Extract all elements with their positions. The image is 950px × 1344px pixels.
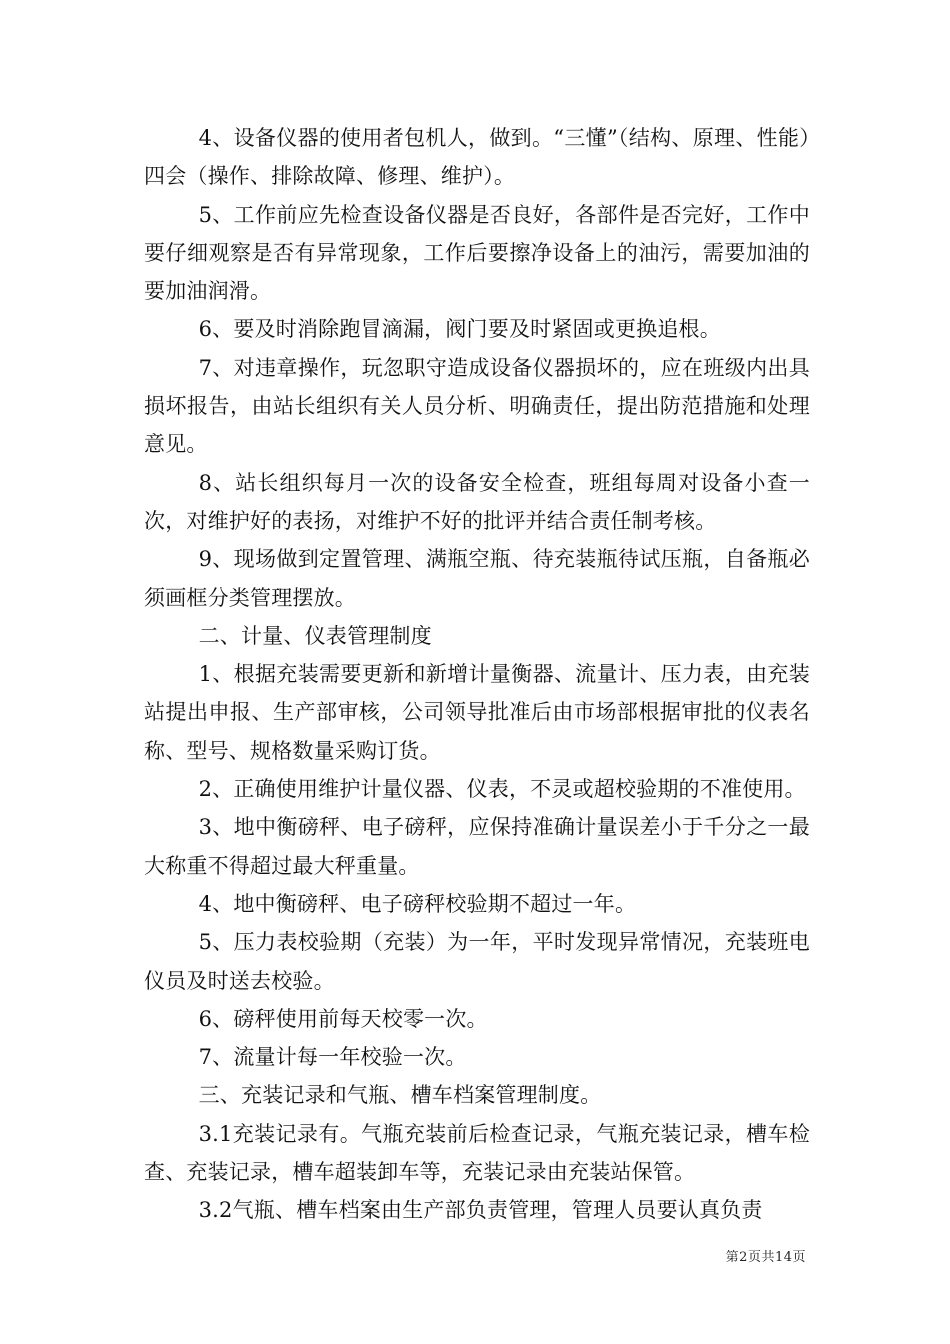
paragraph-equipment-9: 9、现场做到定置管理、满瓶空瓶、待充装瓶待试压瓶，自备瓶必须画框分类管理摆放。 xyxy=(144,547,810,610)
paragraph-metering-6: 6、磅秤使用前每天校零一次。 xyxy=(198,1006,488,1031)
paragraph-records-3-2: 3.2气瓶、槽车档案由生产部负责管理，管理人员要认真负责 xyxy=(198,1198,763,1223)
paragraph-metering-3: 3、地中衡磅秤、电子磅秤，应保持准确计量误差小于千分之一最大称重不得超过最大秤重量。 xyxy=(144,815,810,878)
paragraph-metering-2: 2、正确使用维护计量仪器、仪表，不灵或超校验期的不准使用。 xyxy=(198,777,806,802)
paragraph-metering-5: 5、压力表校验期（充装）为一年，平时发现异常情况，充装班电仪员及时送去校验。 xyxy=(144,930,810,993)
section-heading-records: 三、充装记录和气瓶、槽车档案管理制度。 xyxy=(198,1083,602,1108)
paragraph-records-3-1: 3.1充装记录有。气瓶充装前后检查记录，气瓶充装记录，槽车检查、充装记录，槽车超装卸车等，充装记录由充装站保管。 xyxy=(144,1121,810,1185)
paragraph-metering-4: 4、地中衡磅秤、电子磅秤校验期不超过一年。 xyxy=(198,891,637,916)
paragraph-equipment-8: 8、站长组织每月一次的设备安全检查，班组每周对设备小查一次，对维护好的表扬，对维护不好的批评并结合责任制考核。 xyxy=(144,470,810,533)
document-body xyxy=(144,119,810,1230)
paragraph-equipment-6: 6、要及时消除跑冒滴漏，阀门要及时紧固或更换追根。 xyxy=(198,317,721,342)
page-number-footer: 第2页共14页 xyxy=(725,1250,806,1265)
paragraph-metering-1: 1、根据充装需要更新和新增计量衡器、流量计、压力表，由充装站提出申报、生产部审核，公司领导批准后由市场部根据审批的仪表名称、型号、规格数量采购订货。 xyxy=(144,662,810,763)
paragraph-equipment-5: 5、工作前应先检查设备仪器是否良好，各部件是否完好，工作中要仔细观察是否有异常现象，工作后要擦净设备上的油污，需要加油的要加油润滑。 xyxy=(144,202,810,304)
paragraph-equipment-4: 4、设备仪器的使用者包机人，做到。“三懂”（结构、原理、性能）四会（操作、排除故障、修理、维护）。 xyxy=(144,126,810,189)
section-heading-metering: 二、计量、仪表管理制度 xyxy=(198,623,432,648)
paragraph-metering-7: 7、流量计每一年校验一次。 xyxy=(198,1045,467,1070)
paragraph-equipment-7: 7、对违章操作，玩忽职守造成设备仪器损坏的，应在班级内出具损坏报告，由站长组织有关人员分析、明确责任，提出防范措施和处理意见。 xyxy=(144,355,810,457)
